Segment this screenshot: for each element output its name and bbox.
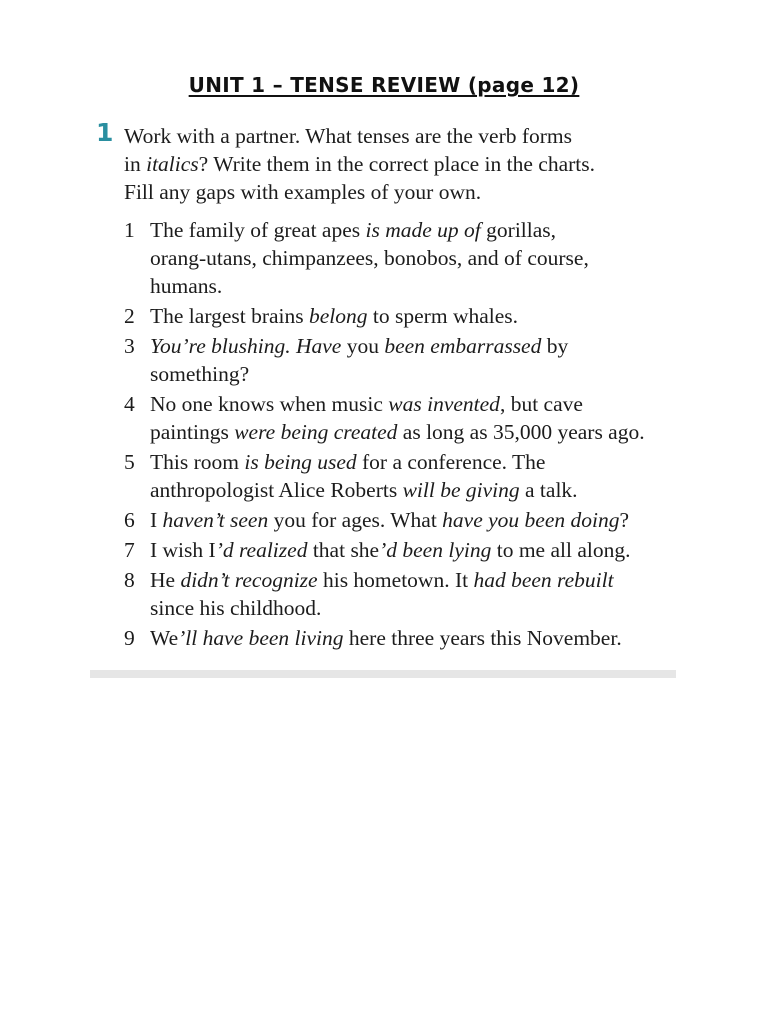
instruction-text: Work with a partner. What tenses are the verb forms [124, 124, 573, 148]
item-text: We [150, 626, 179, 650]
item-line [150, 244, 684, 272]
item-text: to sperm whales. [367, 304, 519, 328]
item-text: you [341, 334, 385, 358]
item-text: since his childhood. [150, 596, 322, 620]
item-line [150, 594, 684, 622]
list-item [124, 216, 684, 300]
item-line [150, 390, 684, 418]
item-text: a talk. [519, 478, 578, 502]
item-line [150, 418, 684, 446]
item-text: anthropologist Alice Roberts [150, 478, 403, 502]
item-text: The family of great apes [150, 218, 366, 242]
item-text: , but cave [499, 392, 583, 416]
verb-form: You’re blushing. Have [150, 334, 342, 358]
instruction-text: Fill any gaps with examples of your own. [124, 180, 482, 204]
item-text: gorillas, [480, 218, 557, 242]
item-number: 9 [124, 626, 135, 650]
item-text: something? [150, 362, 250, 386]
list-item [124, 624, 684, 652]
item-number: 3 [124, 334, 135, 358]
verb-form: haven’t seen [162, 508, 269, 532]
item-number: 5 [124, 450, 135, 474]
item-text: This room [150, 450, 245, 474]
item-line [150, 624, 684, 652]
item-text: I wish I [150, 538, 216, 562]
exercise-box [90, 112, 676, 672]
item-line [150, 360, 684, 388]
list-item [124, 506, 684, 534]
divider [90, 670, 676, 678]
verb-form: belong [309, 304, 368, 328]
list-item [124, 448, 684, 504]
item-line [150, 216, 684, 244]
item-line [150, 332, 684, 360]
item-text: here three years this November. [343, 626, 622, 650]
item-text: He [150, 568, 181, 592]
verb-form: is made up of [365, 218, 481, 242]
item-text: to me all along. [491, 538, 631, 562]
item-text: No one knows when music [150, 392, 389, 416]
item-text: that she [307, 538, 380, 562]
instruction-text: ? Write them in the correct place in the charts. [198, 152, 595, 176]
item-number: 1 [124, 218, 135, 242]
list-item [124, 536, 684, 564]
item-text: humans. [150, 274, 223, 298]
item-text: The largest brains [150, 304, 310, 328]
instruction-line-1 [124, 122, 684, 150]
verb-form: didn’t recognize [180, 568, 318, 592]
list-item [124, 302, 684, 330]
verb-form: were being created [234, 420, 398, 444]
verb-form: have you been doing [442, 508, 620, 532]
verb-form: will be giving [402, 478, 520, 502]
exercise-instruction [124, 122, 684, 206]
item-text: paintings [150, 420, 235, 444]
list-item [124, 332, 684, 388]
item-number: 7 [124, 538, 135, 562]
item-text: as long as 35,000 years ago. [397, 420, 645, 444]
list-item [124, 566, 684, 622]
verb-form: ’ll have been living [178, 626, 344, 650]
item-line [150, 506, 684, 534]
item-text: ? [619, 508, 630, 532]
item-text: I [150, 508, 163, 532]
item-text: you for ages. What [268, 508, 443, 532]
verb-form: had been rebuilt [473, 568, 614, 592]
item-number: 8 [124, 568, 135, 592]
verb-form: ’d realized [215, 538, 308, 562]
item-line [150, 272, 684, 300]
list-item [124, 390, 684, 446]
verb-form: was invented [388, 392, 500, 416]
item-text: his hometown. It [317, 568, 474, 592]
page-title: UNIT 1 – TENSE REVIEW (page 12) [188, 73, 580, 97]
instruction-line-2 [124, 150, 684, 178]
item-text: for a conference. The [356, 450, 546, 474]
verb-form: been embarrassed [384, 334, 542, 358]
item-line [150, 302, 684, 330]
instruction-line-3 [124, 178, 684, 206]
item-line [150, 566, 684, 594]
item-text: orang-utans, chimpanzees, bonobos, and of course, [150, 246, 589, 270]
item-number: 2 [124, 304, 135, 328]
item-number: 4 [124, 392, 135, 416]
item-text: by [541, 334, 569, 358]
verb-form: ’d been lying [379, 538, 492, 562]
item-line [150, 448, 684, 476]
instruction-text: in [124, 152, 147, 176]
sentence-list [124, 216, 684, 654]
item-line [150, 536, 684, 564]
exercise-number: 1 [96, 118, 114, 147]
item-number: 6 [124, 508, 135, 532]
item-line [150, 476, 684, 504]
verb-form: is being used [244, 450, 357, 474]
instruction-italic: italics [146, 152, 199, 176]
